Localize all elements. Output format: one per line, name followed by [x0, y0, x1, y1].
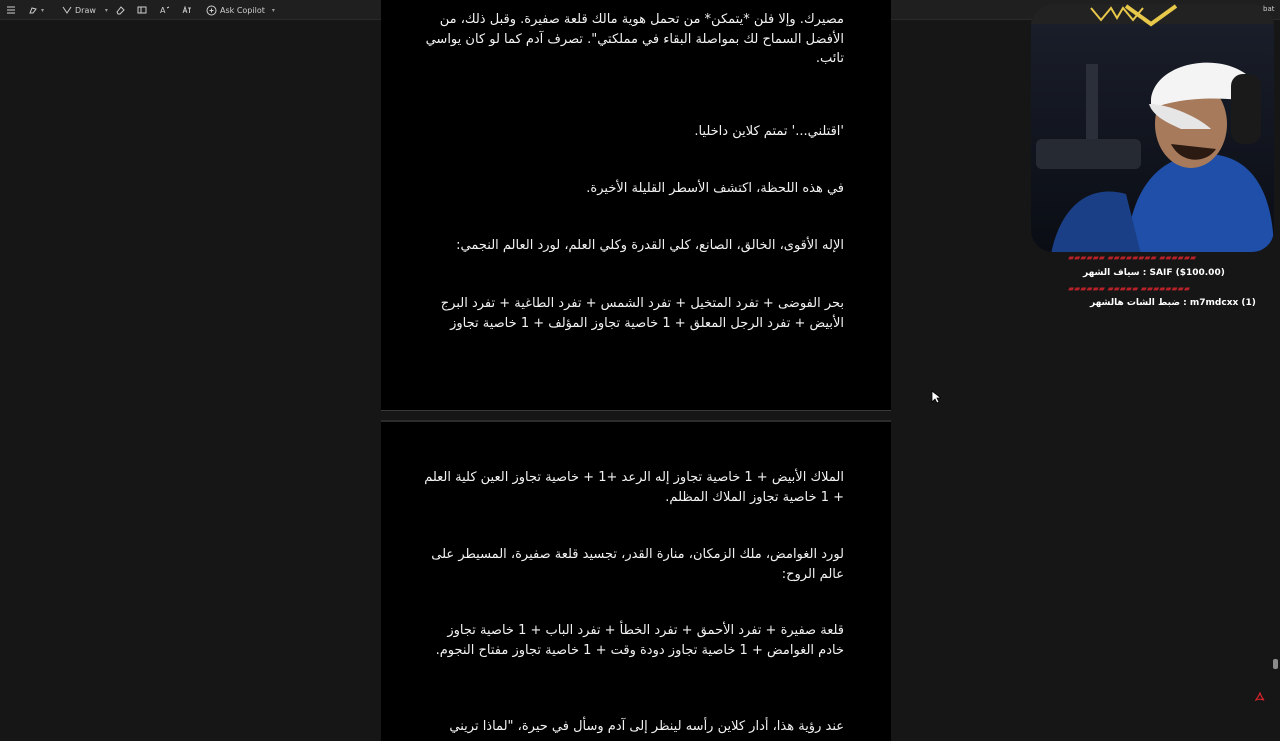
highlight-button[interactable]: [28, 3, 44, 17]
corner-label: bat: [1263, 5, 1275, 13]
text-box-button[interactable]: [137, 3, 147, 17]
draw-label: Draw: [75, 5, 96, 15]
microphone-shape: [1036, 139, 1141, 169]
translate-button[interactable]: [182, 3, 192, 17]
highlighter-icon: [28, 5, 38, 15]
chevron-down-icon: ▾: [271, 6, 275, 14]
paragraph: بحر الفوضى + تفرد المتخيل + تفرد الشمس + تفرد الطاغية + تفرد البرج الأبيض + تفرد الرجل المعلق + 1 خاصية تجاوز المؤلف + 1 خاصية تجاوز: [440, 296, 844, 331]
paragraph: في هذه اللحظة، اكتشف الأسطر القليلة الأخيرة.: [586, 181, 844, 196]
paragraph: لورد الغوامض، ملك الزمكان، منارة القدر، تجسيد قلعة صفيرة، المسيطر على عالم الروح:: [431, 547, 844, 582]
pdf-app-icon: [1255, 692, 1265, 702]
pdf-page: [381, 0, 891, 411]
paragraph: مصيرك. وإلا فلن *يتمكن* من تحمل هوية مالك قلعة صفيرة. وقبل ذلك، من الأفضل السماح لك بمواصلة البقاء في مملكتي". تصرف آدم كما لو كان يواسي تائب.: [425, 12, 844, 66]
chevron-down-icon: ▾: [41, 6, 45, 14]
draw-icon: [62, 5, 72, 15]
paragraph: الملاك الأبيض + 1 خاصية تجاوز إله الرعد +1 + خاصية تجاوز العين كلية العلم + 1 خاصية تجاوز الملاك المظلم.: [424, 470, 844, 505]
translate-icon: [182, 5, 192, 15]
scrollbar-thumb[interactable]: [1273, 659, 1278, 669]
paragraph: عند رؤية هذا، أدار كلاين رأسه لينظر إلى آدم وسأل في حيرة، "لماذا تريني: [449, 719, 844, 734]
erase-button[interactable]: [115, 3, 125, 17]
top-chatter-label: ضبط الشات هالشهر : m7mdcxx (1): [1090, 298, 1256, 308]
overlay-text-blurred: ▰▰▰▰▰▰ ▰▰▰▰▰ ▰▰▰▰▰▰▰▰: [1068, 284, 1190, 293]
ask-copilot-button[interactable]: [206, 3, 275, 17]
paragraph: قلعة صفيرة + تفرد الأحمق + تفرد الخطأ + تفرد الباب + 1 خاصية تجاوز خادم الغوامض + 1 خاصية تجاوز دودة وقت + 1 خاصية تجاوز مفتاح النجوم.: [435, 623, 844, 658]
chevron-down-icon: ▾: [104, 6, 108, 14]
paragraph: 'اقتلني...' تمتم كلاين داخليا.: [694, 124, 844, 139]
overlay-text-blurred: ▰▰▰▰▰▰ ▰▰▰▰▰▰▰▰ ▰▰▰▰▰▰: [1068, 253, 1197, 262]
copilot-icon: [206, 5, 217, 16]
toc-button[interactable]: [6, 3, 16, 17]
read-aloud-icon: [160, 5, 170, 15]
draw-button[interactable]: [62, 3, 108, 17]
read-aloud-button[interactable]: [160, 3, 170, 17]
textbox-icon: [137, 5, 147, 15]
svg-text:A: A: [160, 6, 166, 15]
pdf-page: [381, 420, 891, 741]
ask-copilot-label: Ask Copilot: [220, 5, 265, 15]
mouse-cursor-icon: [931, 390, 941, 404]
streamer-webcam-image: [1031, 4, 1274, 252]
list-icon: [6, 5, 16, 15]
webcam-overlay: [1031, 4, 1274, 252]
top-supporter-label: سياف الشهر : SAIF ($100.00): [1083, 268, 1225, 278]
eraser-icon: [115, 5, 125, 15]
paragraph: الإله الأقوى، الخالق، الصانع، كلي القدرة وكلي العلم، لورد العالم النجمي:: [456, 238, 844, 253]
